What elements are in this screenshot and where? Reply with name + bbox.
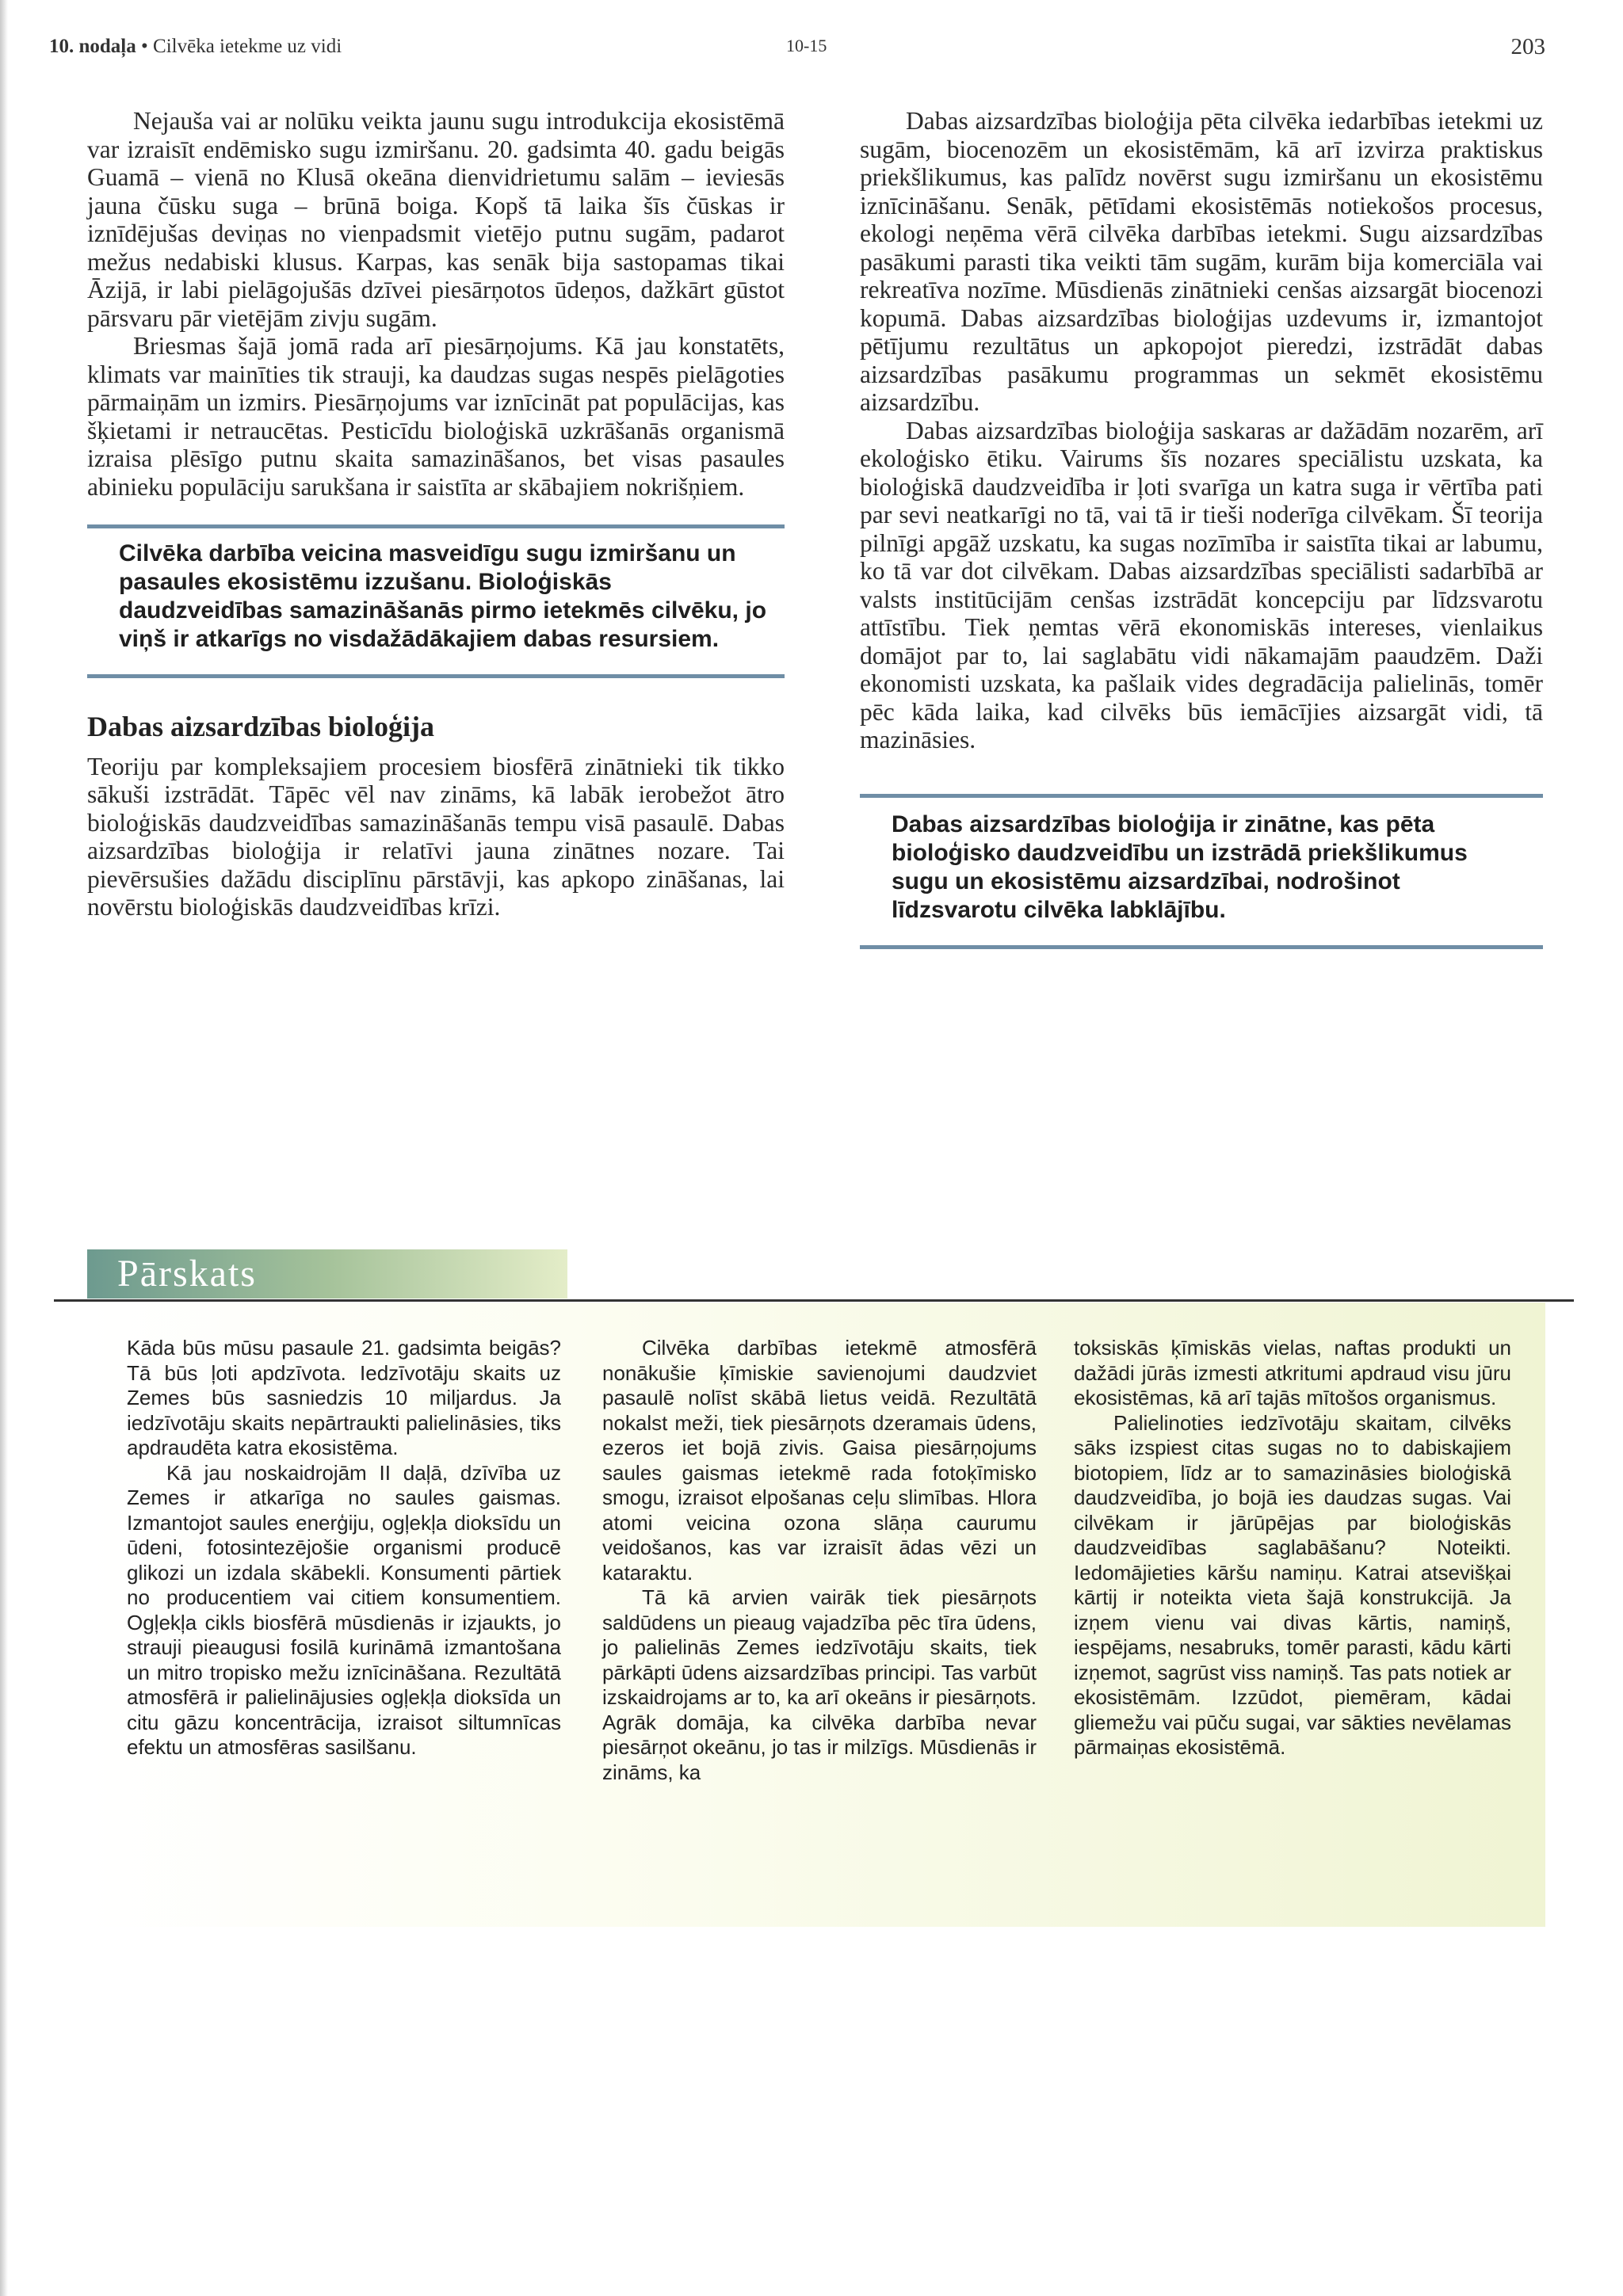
chapter-number: 10. nodaļa — [49, 36, 136, 57]
page-number: 203 — [1510, 34, 1545, 59]
summary-paragraph: Cilvēka darbības ietekmē atmosfērā nonākušie ķīmiskie savienojumi daudzviet pasaulē nolīst skābā lietus veidā. Rezultātā nokalst meži, tiek piesārņots dzeramais ūdens, ezeros iet bojā zivis. Gaisa piesārņojums saules gaismas ietekmē rada fotoķīmisko smogu, izraisot elpošanas ceļu slimības. Hlora atomi veicina ozona slāņa caurumu veidošanos, kas var izraisīt ādas vēzi un kataraktu. — [602, 1336, 1037, 1585]
left-column — [87, 107, 785, 921]
summary-paragraph: Kā jau noskaidrojām II daļā, dzīvība uz Zemes ir atkarīga no saules gaismas. Izmantojot saules enerģiju, ogļekļa dioksīdu un ūdeni, fotosintezējošie organismi producē glikozi un izdala skābekli. Konsumenti pārtiek no producentiem vai citiem konsumentiem. Ogļekļa cikls biosfērā mūsdienās ir izjaukts, jo strauji pieaugusi fosilā kurināmā izmantošana un mitro tropisko mežu iznīcināšana. Rezultātā atmosfērā ir palielinājusies ogļekļa dioksīda un citu gāzu koncentrācija, izraisot siltumnīcas efektu un atmosfēras sasilšanu. — [127, 1460, 561, 1759]
page-code: 10-15 — [786, 36, 827, 55]
body-paragraph: Dabas aizsardzības bioloģija saskaras ar dažādām nozarēm, arī ekoloģisko ētiku. Vairums šīs nozares speciālistu uzskata, ka bioloģiskā daudzveidība ir ļoti svarīga un katra suga ir vērtība pati par sevi neatkarīgi no tā, vai tā ir tieši noderīga cilvēkam. Šī teorija pilnīgi apgāž uzskatu, ka sugas nozīmība ir saistīta tikai ar labumu, ko tā var dot cilvēkam. Dabas aizsardzības speciālisti sadarbībā ar valsts institūcijām cenšas izstrādāt koncepciju par līdzsvarotu attīstību. Tiek ņemtas vērā ekonomiskās intereses, vienlaikus domājot par to, lai saglabātu vidi nākamajām paaudzēm. Daži ekonomisti uzskata, ka pašlaik vides degradācija palielinās, tomēr pēc kāda laika, kad cilvēks būs iemācījies aizsargāt vidi, tā mazināsies. — [860, 416, 1543, 753]
key-point-callout: Dabas aizsardzības bioloģija ir zinātne, kas pēta bioloģisko daudzveidību un izstrādā priekšlikumus sugu un ekosistēmu aizsardzībai, nodrošinot līdzsvarotu cilvēka labklājību. — [860, 794, 1543, 949]
chapter-title: Cilvēka ietekme uz vidi — [153, 36, 342, 57]
right-column — [860, 107, 1543, 949]
summary-column-3 — [1074, 1336, 1511, 1760]
body-paragraph: Dabas aizsardzības bioloģija pēta cilvēka iedarbības ietekmi uz sugām, biocenozēm un ekosistēmām, kā arī izvirza praktiskus priekšlikumus, kas palīdz novērst sugu izmiršanu un ekosistēmu iznīcināšanu. Senāk, pētīdami ekosistēmās notiekošos procesus, ekologi neņēma vērā cilvēka darbības ietekmi. Sugu aizsardzības pasākumi parasti tika veikti tām sugām, kurām bija komerciāla vai rekreatīva nozīme. Mūsdienās zinātnieki cenšas aizsargāt biocenozi kopumā. Dabas aizsardzības bioloģijas uzdevums ir, izmantojot pētījumu rezultātus un apkopojot pieredzi, izstrādāt dabas aizsardzības pasākumu programmas un sekmēt ekosistēmu aizsardzību. — [860, 107, 1543, 416]
body-paragraph: Teoriju par kompleksajiem procesiem biosfērā zinātnieki tik tikko sākuši izstrādāt. Tāpēc vēl nav zināms, kā labāk ierobežot ātro bioloģiskās daudzveidības samazināšanās tempu visā pasaulē. Dabas aizsardzības bioloģija ir relatīvi jauna zinātnes nozare. Tai pievērsušies dažādu disciplīnu pārstāvji, kas apkopo zināšanas, lai novērstu bioloģiskās daudzveidības krīzi. — [87, 752, 785, 921]
summary-paragraph: Tā kā arvien vairāk tiek piesārņots saldūdens un pieaug vajadzība pēc tīra ūdens, jo palielinās Zemes iedzīvotāju skaits, tiek pārkāpti ūdens aizsardzības principi. Tas varbūt izskaidrojams ar to, ka arī okeāns ir piesārņots. Agrāk domāja, ka cilvēka darbība nevar piesārņot okeānu, jo tas ir milzīgs. Mūsdienās ir zināms, ka — [602, 1585, 1037, 1784]
body-paragraph: Briesmas šajā jomā rada arī piesārņojums. Kā jau konstatēts, klimats var mainīties tik strauji, ka daudzas sugas nespēs pielāgoties pārmaiņām un izmirs. Piesārņojums var iznīcināt pat populācijas, kas šķietami ir netraucētas. Pesticīdu bioloģiskā uzkrāšanās organismā izraisa plēsīgo putnu skaita samazināšanos, bet visas pasaules abinieku populāciju sarukšana ir saistīta ar skābajiem nokrišņiem. — [87, 332, 785, 501]
summary-paragraph: Palielinoties iedzīvotāju skaitam, cilvēks sāks izspiest citas sugas no to dabiskajiem biotopiem, līdz ar to samazināsies bioloģiskā daudzveidība, jo bojā ies daudzas sugas. Vai cilvēkam ir jārūpējas par bioloģiskās daudzveidības saglabāšanu? Noteikti. Iedomājieties kāršu namiņu. Katrai atsevišķai kārtij ir noteikta vieta šajā konstrukcijā. Ja izņem vienu vai divas kārtis, namiņš, iespējams, nesabruks, tomēr parasti, kādu kārti izņemot, sagrūst viss namiņš. Tas pats notiek ar ekosistēmām. Izzūdot, piemēram, kādai gliemežu vai pūču sugai, var sākties nevēlamas pārmaiņas ekosistēmā. — [1074, 1410, 1511, 1759]
summary-paragraph: Kāda būs mūsu pasaule 21. gadsimta beigās? Tā būs ļoti apdzīvota. Iedzīvotāju skaits uz Zemes būs sasniedzis 10 miljardus. Ja iedzīvotāju skaits nepārtraukti palielināsies, tiks apdraudēta katra ekosistēma. — [127, 1336, 561, 1459]
summary-title-banner: Pārskats — [87, 1249, 567, 1299]
chapter-label — [49, 36, 342, 58]
summary-paragraph: toksiskās ķīmiskās vielas, naftas produkti un dažādi jūrās izmesti atkritumi apdraud visu jūru ekosistēmas, kā arī tajās mītošos organismus. — [1074, 1336, 1511, 1409]
summary-column-2 — [602, 1336, 1037, 1785]
summary-divider — [54, 1299, 1574, 1302]
section-heading: Dabas aizsardzības bioloģija — [87, 711, 435, 742]
chapter-separator: • — [141, 36, 148, 57]
page-binding-shadow — [0, 0, 8, 2296]
running-header — [49, 36, 1545, 67]
key-point-callout: Cilvēka darbība veicina masveidīgu sugu izmiršanu un pasaules ekosistēmu izzušanu. Bioloģiskās daudzveidības samazināšanās pirmo ietekmēs cilvēku, jo viņš ir atkarīgs no visdažādākajiem dabas resursiem. — [87, 524, 785, 678]
summary-column-1 — [127, 1336, 561, 1760]
body-paragraph: Nejauša vai ar nolūku veikta jaunu sugu introdukcija ekosistēmā var izraisīt endēmisko sugu izmiršanu. 20. gadsimta 40. gadu beigās Guamā – vienā no Klusā okeāna dienvidrietumu salām – ieviesās jauna čūsku suga – brūnā boiga. Kopš tā laika šīs čūskas ir iznīdējušas deviņas no vienpadsmit vietējo putnu sugām, padarot mežus nedabiski klusus. Karpas, kas senāk bija sastopamas tikai Āzijā, ir labi pielāgojušās dzīvei piesārņotos ūdeņos, dažkārt gūstot pārsvaru pār vietējām zivju sugām. — [87, 107, 785, 332]
